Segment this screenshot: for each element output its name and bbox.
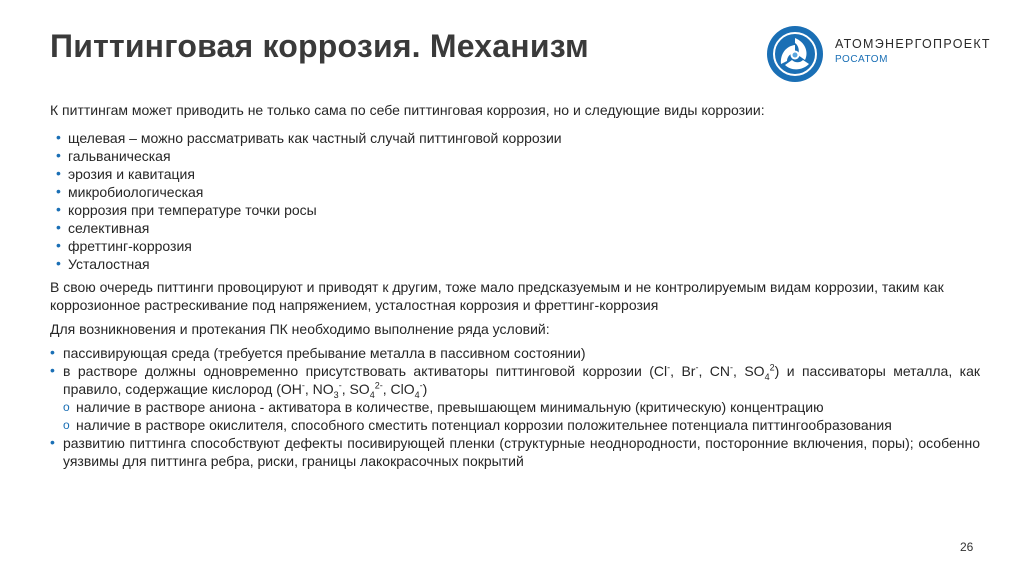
subscript: 4: [414, 389, 420, 400]
sub-item: o наличие в растворе окислителя, способного сместить потенциал коррозии положительнее потенциала питтингообразования: [63, 416, 980, 434]
superscript: 2: [769, 362, 775, 373]
paragraph-consequences: В свою очередь питтинги провоцируют и приводят к другим, тоже мало предсказуемым и не контролируемым видам коррозии, таким как коррозионное растрескивание под напряжением, усталостная коррозия и фреттинг-коррозия: [50, 279, 944, 313]
superscript: -: [301, 380, 305, 391]
conditions-sublist: [63, 398, 980, 434]
list-item: • селективная: [50, 219, 980, 237]
list-item: • фреттинг-коррозия: [50, 237, 980, 255]
superscript: -: [730, 362, 734, 373]
corrosion-types-list: [50, 129, 980, 273]
list-item: • щелевая – можно рассматривать как частный случай питтинговой коррозии: [50, 129, 980, 147]
logo-name: АТОМЭНЕРГОПРОЕКТ: [835, 37, 991, 51]
logo-subtitle: РОСАТОМ: [835, 54, 889, 65]
superscript: -: [667, 362, 671, 373]
page-number: 26: [960, 540, 974, 554]
text-fragment: , CN: [698, 363, 731, 379]
slide-title: Питтинговая коррозия. Механизм: [50, 28, 589, 64]
text-fragment: , ClO: [382, 381, 415, 397]
text-fragment: , Br: [670, 363, 696, 379]
superscript: -: [419, 380, 423, 391]
list-item: • гальваническая: [50, 147, 980, 165]
superscript: -: [338, 380, 342, 391]
text-fragment: ) и пассиваторы металла, как правило, содержащие кислород (OH: [63, 363, 981, 397]
paragraph-conditions-intro: Для возникновения и протекания ПК необходимо выполнение ряда условий:: [50, 321, 550, 337]
list-item: • микробиологическая: [50, 183, 980, 201]
text-fragment: ): [422, 381, 428, 397]
subscript: 4: [369, 389, 375, 400]
text-fragment: , NO: [304, 381, 334, 397]
list-item: • эрозия и кавитация: [50, 165, 980, 183]
slide-content: [50, 101, 980, 470]
superscript: 2-: [374, 380, 383, 391]
company-logo: [765, 24, 995, 84]
sub-item: o наличие в растворе аниона - активатора в количестве, превышающем минимальную (критическую) концентрацию: [63, 398, 980, 416]
condition-item-activators: [50, 362, 980, 434]
text-fragment: в растворе должны одновременно присутствовать активаторы питтинговой коррозии (Cl: [63, 363, 668, 379]
text-fragment: , SO: [341, 381, 370, 397]
superscript: -: [695, 362, 699, 373]
subscript: 3: [333, 389, 339, 400]
condition-item: • развитию питтинга способствуют дефекты посивирующей пленки (структурные неоднородности, посторонние включения, поры); особенно уязвимы для питтинга ребра, риски, границы лакокрасочных покрытий: [50, 434, 980, 470]
intro-text: К питтингам может приводить не только сама по себе питтинговая коррозия, но и следующие виды коррозии:: [50, 102, 765, 118]
conditions-list: [50, 344, 980, 470]
list-item: • коррозия при температуре точки росы: [50, 201, 980, 219]
list-item: • Усталостная: [50, 255, 980, 273]
condition-item: • пассивирующая среда (требуется пребывание металла в пассивном состоянии): [50, 344, 980, 362]
rosatom-emblem-icon: [765, 24, 825, 84]
subscript: 4: [764, 371, 770, 382]
text-fragment: , SO: [733, 363, 765, 379]
